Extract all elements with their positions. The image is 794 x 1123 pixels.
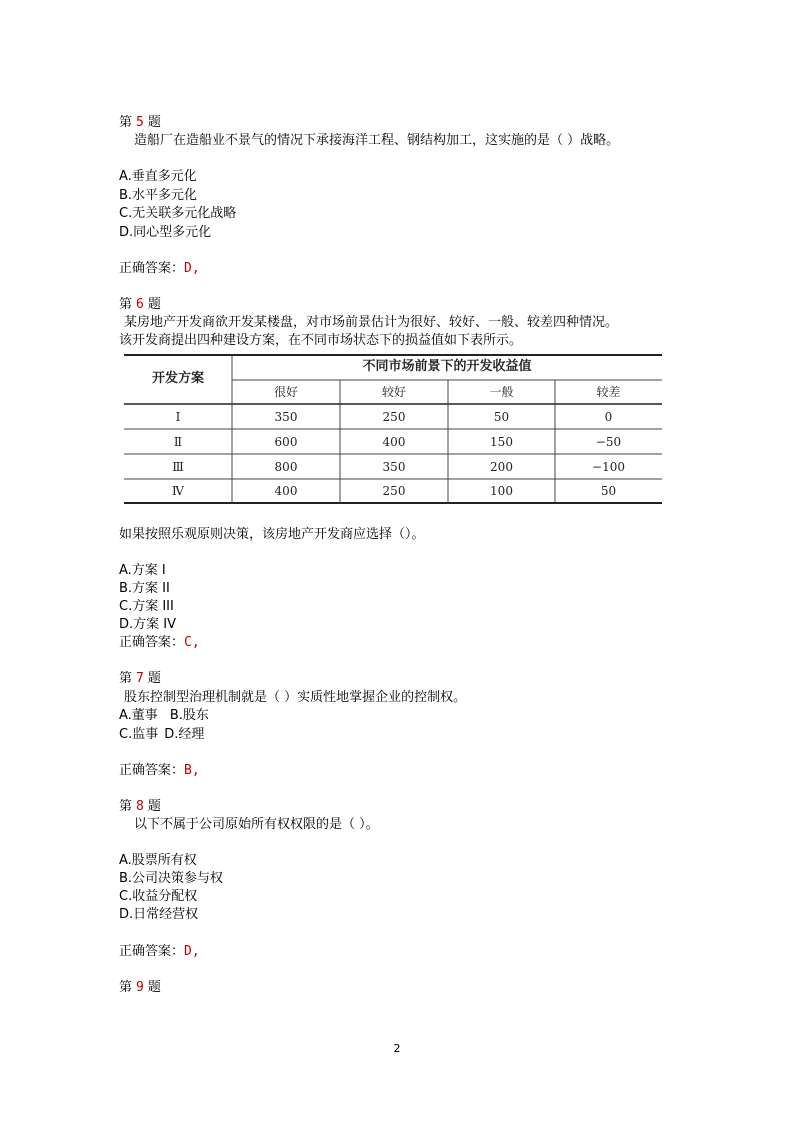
table-cell: 50 — [600, 484, 617, 498]
group-header: 不同市场前景下的开发收益值 — [362, 359, 532, 374]
question-6-answer: 正确答案：C, — [119, 635, 200, 650]
plan-label: Ⅰ — [175, 410, 181, 424]
table-cell: 600 — [274, 435, 298, 449]
table-cell: 400 — [274, 484, 298, 498]
table-cell: 350 — [382, 460, 406, 474]
plan-label: Ⅳ — [172, 484, 184, 498]
question-7-answer: 正确答案：B, — [119, 763, 200, 778]
table-cell: 100 — [490, 484, 513, 498]
table-cell: −50 — [595, 435, 622, 449]
question-6-stem-line-1: 某房地产开发商欲开发某楼盘，对市场前景估计为很好、较好、一般、较差四种情况。 — [124, 315, 619, 330]
question-8-option-a: A.股票所有权 — [119, 853, 197, 868]
table-cell: 250 — [382, 484, 406, 498]
question-8-option-b: B.公司决策参与权 — [119, 871, 224, 886]
question-6-stem-line-2: 该开发商提出四种建设方案，在不同市场状态下的损益值如下表所示。 — [119, 333, 523, 348]
question-6-question: 如果按照乐观原则决策，该房地产开发商应选择（）。 — [119, 527, 425, 542]
column-header: 很好 — [273, 385, 298, 399]
column-header: 较好 — [381, 385, 406, 399]
question-6-option-c: C.方案 III — [119, 599, 174, 614]
row-header: 开发方案 — [151, 371, 204, 386]
table-cell: −100 — [592, 460, 625, 474]
question-8-option-c: C.收益分配权 — [119, 889, 198, 904]
question-5-option-a: A.垂直多元化 — [119, 169, 197, 184]
table-cell: 50 — [493, 410, 510, 424]
column-header: 一般 — [489, 385, 514, 399]
plan-label: Ⅱ — [173, 435, 183, 449]
question-8-answer: 正确答案：D, — [119, 944, 200, 959]
question-9-heading: 第 9 题 — [119, 980, 161, 995]
table-cell: 200 — [490, 460, 513, 474]
question-6-option-d: D.方案 IV — [119, 617, 177, 632]
question-5-stem: 造船厂在造船业不景气的情况下承接海洋工程、钢结构加工，这实施的是（ ）战略。 — [134, 133, 620, 148]
question-5-answer: 正确答案：D, — [119, 261, 200, 276]
table-cell: 0 — [604, 410, 613, 424]
payoff-table — [122, 353, 664, 505]
table-cell: 400 — [382, 435, 406, 449]
page-number: 2 — [393, 1042, 401, 1055]
question-8-stem: 以下不属于公司原始所有权权限的是（ ）。 — [134, 817, 379, 832]
question-5-option-d: D.同心型多元化 — [119, 225, 212, 240]
question-5-option-c: C.无关联多元化战略 — [119, 206, 237, 221]
plan-label: Ⅲ — [172, 460, 184, 474]
question-6-option-a: A.方案 I — [119, 563, 166, 578]
question-7-options-row-2: C.监事 D.经理 — [119, 727, 205, 742]
table-cell: 250 — [382, 410, 406, 424]
question-5-heading: 第 5 题 — [119, 115, 161, 130]
question-8-heading: 第 8 题 — [119, 799, 161, 814]
question-8-option-d: D.日常经营权 — [119, 907, 199, 922]
question-7-stem: 股东控制型治理机制就是（ ）实质性地掌握企业的控制权。 — [124, 690, 467, 705]
column-header: 较差 — [596, 385, 621, 399]
table-cell: 150 — [490, 435, 513, 449]
question-5-option-b: B.水平多元化 — [119, 188, 198, 203]
table-cell: 350 — [274, 410, 298, 424]
question-6-option-b: B.方案 II — [119, 581, 170, 596]
question-7-options-row-1: A.董事 B.股东 — [119, 708, 209, 723]
question-7-heading: 第 7 题 — [119, 671, 161, 686]
question-6-heading: 第 6 题 — [119, 297, 161, 312]
table-cell: 800 — [274, 460, 298, 474]
